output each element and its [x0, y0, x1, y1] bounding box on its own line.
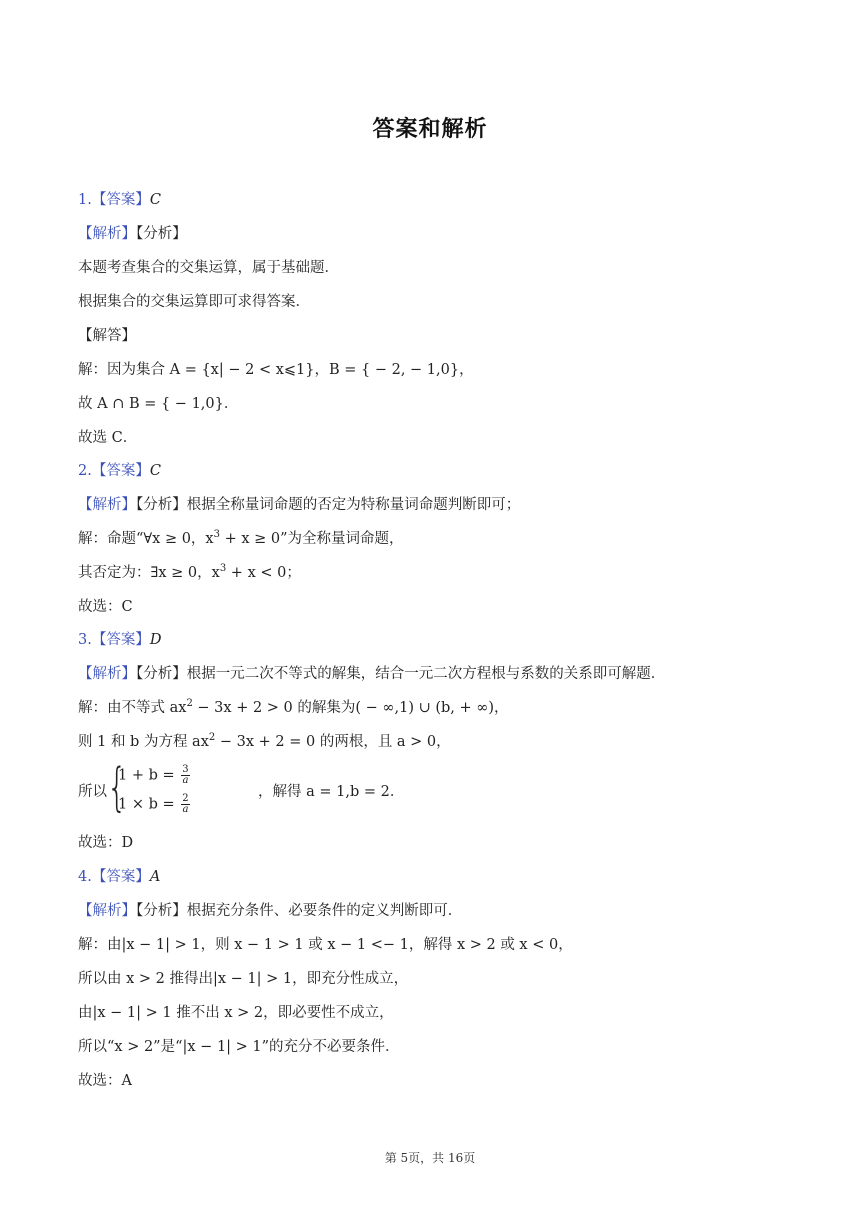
q4-answer-line — [78, 866, 160, 888]
page-title: 答案和解析 — [372, 117, 488, 142]
q2-answer: C — [149, 463, 161, 479]
q3-analysis-line — [78, 663, 665, 685]
q3-fenxi-tag: 【分析】 — [136, 666, 187, 682]
q3-system-eq1 — [118, 765, 190, 786]
q4-answer: A — [149, 869, 161, 885]
q3-answer-tag: 【答案】 — [91, 632, 150, 648]
q2-fenxi-tag: 【分析】 — [136, 497, 187, 513]
q3-eq1-denominator: a — [182, 775, 189, 786]
q3-eq1-fraction — [181, 765, 189, 786]
q2-jiexi-tag: 【解析】 — [78, 497, 136, 513]
q3-eq1-numerator: 3 — [182, 764, 189, 775]
q1-line-5: 故选 C． — [78, 430, 138, 446]
q1-answer-tag: 【答案】 — [91, 192, 150, 208]
q3-line-3: 故选：D — [78, 835, 134, 851]
q2-line-2-b: + x < 0； — [226, 565, 301, 581]
q4-line-1: 解：由|x − 1| > 1，则 x − 1 > 1 或 x − 1 <− 1，解得 x > 2 或 x < 0， — [78, 937, 573, 953]
q3-eq2-numerator: 2 — [182, 793, 189, 804]
q2-line-2-a: 其否定为：∃x ≥ 0，x — [78, 565, 220, 581]
q2-answer-tag: 【答案】 — [91, 463, 150, 479]
q3-line-1-a: 解：由不等式 ax — [78, 700, 187, 716]
q4-line-5: 故选：A — [78, 1073, 132, 1089]
q1-line-1: 本题考查集合的交集运算，属于基础题． — [78, 260, 339, 276]
q2-line-1-exp: 3 — [213, 529, 220, 541]
q1-jieda-tag: 【解答】 — [78, 328, 136, 344]
q1-analysis-header — [78, 223, 187, 245]
q3-line-2-b: − 3x + 2 = 0 的两根，且 a > 0， — [215, 734, 451, 750]
q3-line-2-exp: 2 — [208, 732, 216, 744]
q1-fenxi-tag: 【分析】 — [136, 226, 187, 242]
q4-fenxi-tag: 【分析】 — [136, 903, 187, 919]
q2-line-1-a: 解：命题“∀x ≥ 0，x — [78, 531, 214, 547]
q4-answer-tag: 【答案】 — [91, 869, 150, 885]
q4-number: 4. — [78, 869, 92, 885]
left-brace-icon: { — [107, 758, 127, 818]
q3-eq2-denominator: a — [182, 804, 189, 815]
q1-answer: C — [149, 192, 161, 208]
q2-line-3: 故选：C — [78, 599, 133, 615]
q3-line-1 — [78, 697, 509, 719]
q3-eq2-fraction — [181, 794, 189, 815]
q3-number: 3. — [78, 632, 92, 648]
q3-answer-line — [78, 629, 161, 651]
q3-line-2 — [78, 731, 451, 753]
q3-line-2-a: 则 1 和 b 为方程 ax — [78, 734, 209, 750]
q2-analysis-line — [78, 494, 520, 516]
q2-line-2 — [78, 562, 301, 584]
q3-system-eq2 — [118, 794, 190, 815]
q4-analysis-line — [78, 900, 462, 922]
q3-eq2-text: 1 × b = — [118, 796, 175, 813]
q3-line-1-exp: 2 — [186, 698, 193, 710]
q2-line-1 — [78, 528, 404, 550]
q3-line-1-b: − 3x + 2 > 0 的解集为( − ∞,1) ∪ (b, + ∞)， — [192, 700, 509, 716]
q3-system-label: 所以 — [78, 784, 107, 800]
q3-system-tail: ，解得 a = 1,b = 2． — [258, 784, 405, 800]
q1-number: 1. — [78, 192, 92, 208]
q2-answer-line — [78, 460, 161, 482]
q3-jiexi-tag: 【解析】 — [78, 666, 136, 682]
q1-line-4: 故 A ∩ B = { − 1,0}． — [78, 396, 239, 412]
q2-fenxi-text: 根据全称量词命题的否定为特称量词命题判断即可； — [186, 497, 521, 513]
q1-line-2: 根据集合的交集运算即可求得答案． — [78, 294, 310, 310]
q2-line-1-b: + x ≥ 0”为全称量词命题， — [220, 531, 404, 547]
q3-answer: D — [149, 632, 162, 648]
q2-number: 2. — [78, 463, 92, 479]
q1-line-3: 解：因为集合 A = {x| − 2 < x⩽1}，B = { − 2, − 1,0}， — [78, 362, 474, 378]
q4-line-3: 由|x − 1| > 1 推不出 x > 2，即必要性不成立， — [78, 1005, 394, 1021]
q1-answer-line — [78, 189, 161, 211]
page-footer: 第 5页，共 16页 — [384, 1151, 476, 1165]
q3-eq1-text: 1 + b = — [118, 767, 175, 784]
q1-jiexi-tag: 【解析】 — [78, 226, 136, 242]
q4-line-2: 所以由 x > 2 推得出|x − 1| > 1，即充分性成立， — [78, 971, 409, 987]
q4-line-4: 所以“x > 2”是“|x − 1| > 1”的充分不必要条件． — [78, 1039, 400, 1055]
q4-fenxi-text: 根据充分条件、必要条件的定义判断即可． — [186, 903, 463, 919]
q3-fenxi-text: 根据一元二次不等式的解集，结合一元二次方程根与系数的关系即可解题． — [186, 666, 666, 682]
q4-jiexi-tag: 【解析】 — [78, 903, 136, 919]
q2-line-2-exp: 3 — [219, 563, 227, 575]
